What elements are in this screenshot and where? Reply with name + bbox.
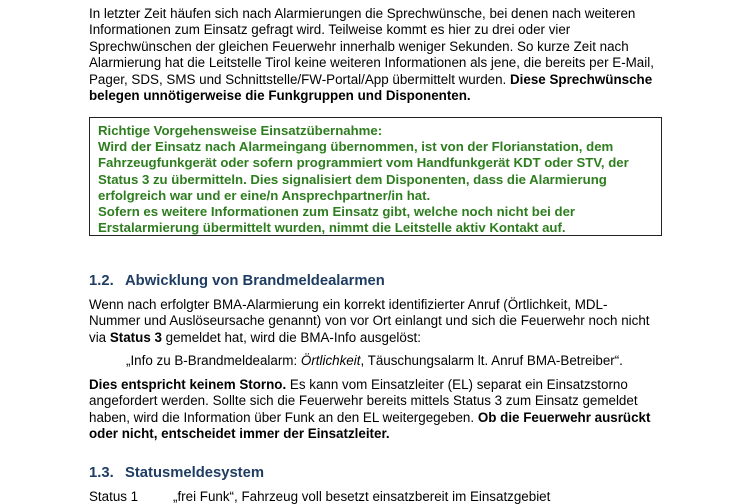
section-number: 1.3. [89,465,114,481]
status-text: „frei Funk“, Fahrzeug voll besetzt einsatzbereit im Einsatzgebiet [173,489,551,504]
section-number: 1.2. [89,273,114,289]
quote-text: , Täuschungsalarm lt. Anruf BMA-Betreiber“. [360,353,623,368]
box-line: erfolgreich war und er eine/n Ansprechpartner/in hat. [98,187,431,203]
intro-line [89,72,689,88]
section-heading-1-2 [89,273,385,289]
intro-paragraph [89,6,689,104]
storno-text: haben, wird die Information über Funk an den EL weitergegeben. [89,409,478,425]
quote-text: „Info zu B-Brandmeldealarm: [126,353,301,368]
storno-paragraph [89,377,689,443]
box-line: Fahrzeugfunkgerät oder sofern programmiert vom Handfunkgerät KDT oder STV, der [98,155,629,171]
bma-text: gemeldet hat, wird die BMA-Info ausgelöst: [161,329,421,345]
bma-bold: Status 3 [109,329,162,345]
intro-line: In letzter Zeit häufen sich nach Alarmierungen die Sprechwünsche, bei denen nach weiteren [89,6,636,21]
bma-text: via [89,329,110,345]
intro-text: Pager, SDS, SMS und Schnittstelle/FW-Portal/App übermittelt wurden. [89,71,511,87]
section-title: Statusmeldesystem [125,465,264,481]
bma-quote [126,353,623,368]
procedure-box [89,117,662,236]
box-line: Erstalarmierung übermittelt wurden, nimmt die Leitstelle aktiv Kontakt auf. [98,220,566,236]
box-line: Wird der Einsatz nach Alarmeingang übernommen, ist von der Florianstation, dem [98,139,614,155]
storno-line [89,377,689,393]
box-line: Sofern es weitere Informationen zum Einsatz gibt, welche noch nicht bei der [98,204,576,220]
status-row [89,489,550,504]
intro-bold: belegen unnötigerweise die Funkgruppen und Disponenten. [89,88,471,104]
section-title: Abwicklung von Brandmeldealarmen [125,273,385,289]
bma-line: Nummer und Auslöseursache genannt) von vor Ort einlangt und sich die Feuerwehr noch nicht [89,313,650,329]
box-line: Richtige Vorgehensweise Einsatzübernahme: [98,123,383,138]
storno-line [89,410,689,426]
section-heading-1-3 [89,465,264,481]
intro-line: Sprechwünschen der gleichen Feuerwehr innerhalb weniger Sekunden. So kurze Zeit nach [89,38,629,54]
status-label: Status 1 [89,489,139,504]
quote-italic: Örtlichkeit [300,353,361,368]
bma-line: Wenn nach erfolgter BMA-Alarmierung ein korrekt identifizierter Anruf (Örtlichkeit, MDL- [89,297,608,312]
storno-bold: Dies entspricht keinem Storno. [89,377,287,392]
storno-line [89,426,689,442]
storno-line: angefordert werden. Sollte sich die Feuerwehr bereits mittels Status 3 zum Einsatz gemeldet [89,393,638,409]
bma-line [89,330,689,346]
intro-line [89,88,689,104]
box-line: Status 3 zu übermitteln. Dies signalisiert dem Disponenten, dass die Alarmierung [98,171,607,187]
intro-line: Informationen zum Einsatz gefragt wird. Teilweise kommt es hier zu drei oder vier [89,22,571,38]
storno-bold: oder nicht, entscheidet immer der Einsatzleiter. [89,426,390,442]
storno-bold: Ob die Feuerwehr ausrückt [477,409,651,425]
intro-line: Alarmierung hat die Leitstelle Tirol keine weiteren Informationen als jene, die bereits per E-Mail, [89,55,654,71]
intro-bold: Diese Sprechwünsche [510,71,653,87]
bma-paragraph [89,297,689,346]
storno-text: Es kann vom Einsatzleiter (EL) separat ein Einsatzstorno [286,377,628,392]
